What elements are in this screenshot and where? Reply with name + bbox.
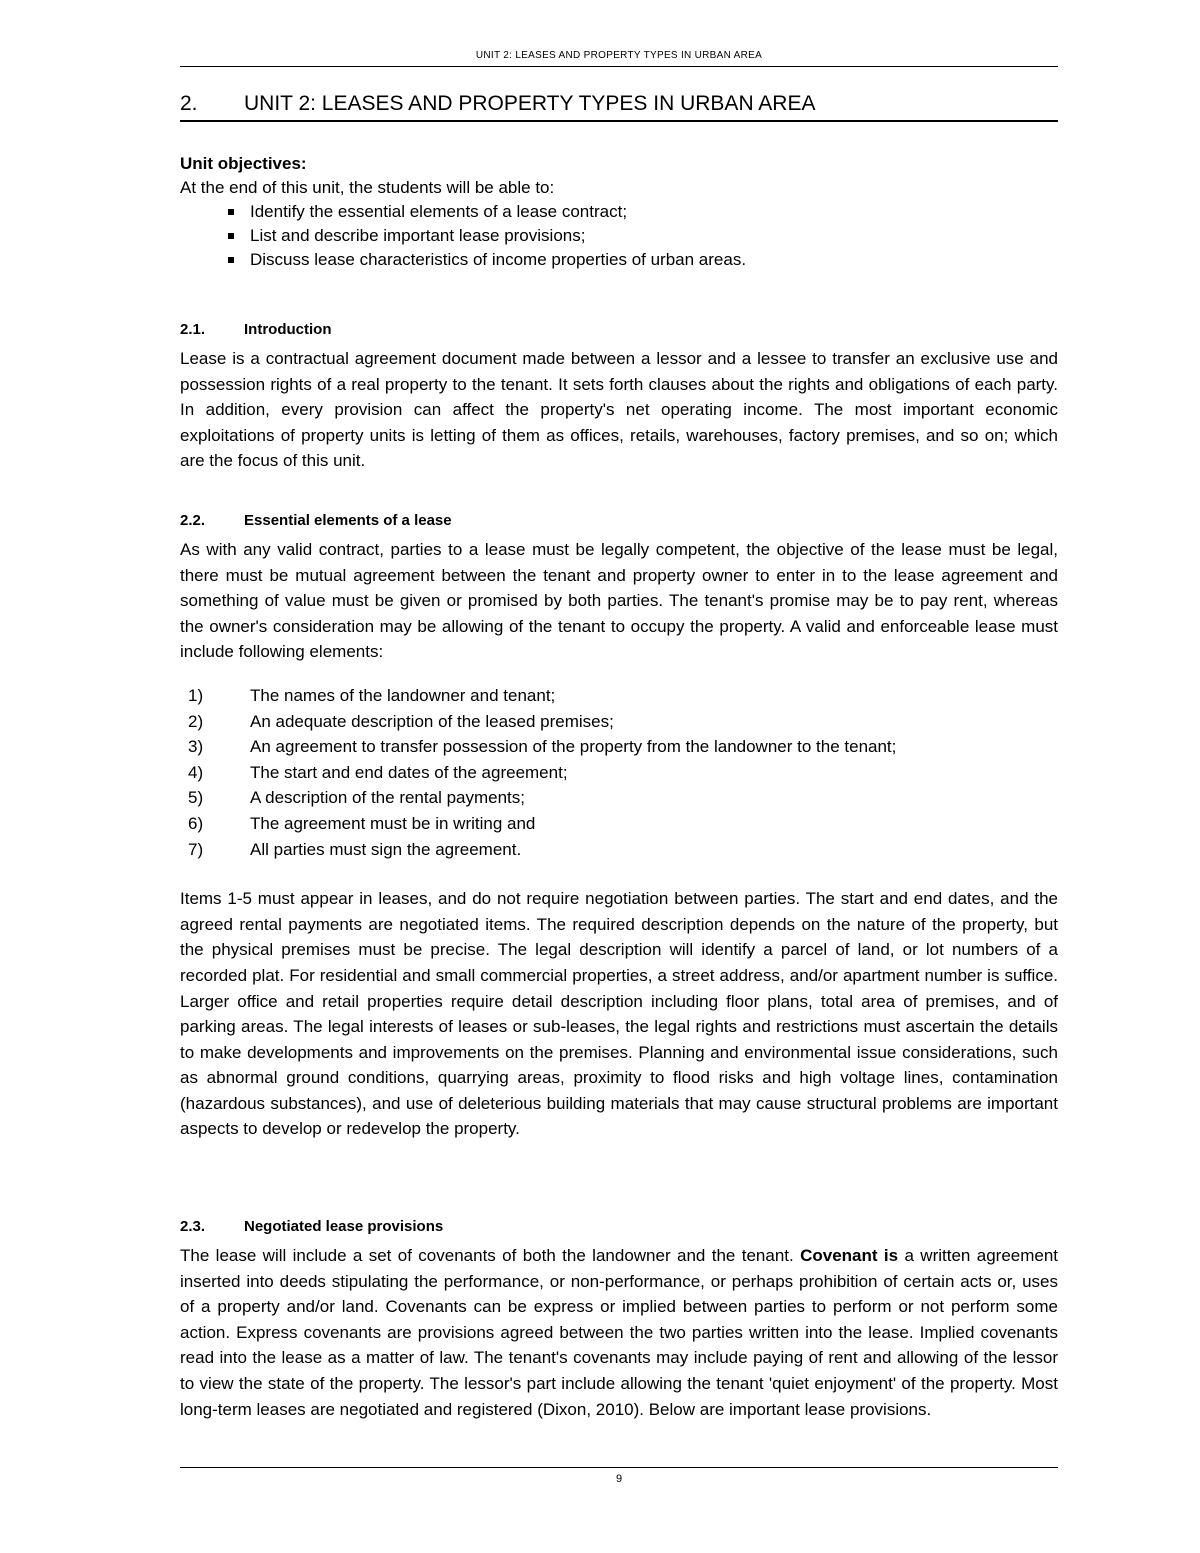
footer-rule <box>180 1467 1058 1468</box>
section-2-1 <box>180 321 1058 474</box>
unit-title <box>180 92 1058 122</box>
header-rule <box>180 66 1058 67</box>
covenant-term: Covenant is <box>800 1246 899 1265</box>
bullet-square-icon <box>228 233 234 239</box>
section-2-2 <box>180 512 1058 1142</box>
bullet-square-icon <box>228 209 234 215</box>
list-item: 1) The names of the landowner and tenant; <box>188 685 556 705</box>
list-item: 4) The start and end dates of the agreement; <box>188 762 568 782</box>
list-item: 7) All parties must sign the agreement. <box>188 839 522 859</box>
page-number: 9 <box>615 1473 623 1485</box>
section-heading: 2.2. Essential elements of a lease <box>180 512 452 529</box>
section-heading: 2.1. Introduction <box>180 321 332 338</box>
objectives-list <box>180 200 1058 272</box>
unit-number: 2. <box>180 92 198 115</box>
bullet-square-icon <box>228 257 234 263</box>
objectives-heading: Unit objectives: <box>180 154 307 173</box>
section-paragraph-2: Items 1-5 must appear in leases, and do not require negotiation between parties. The start and end dates, and the agreed rental payments are negotiated items. The required description depends on the nature of the property, but the physical premises must be precise. The legal description will identify a parcel of land, or lot numbers of a recorded plat. For residential and small commercial properties, a street address, and/or apartment number is suffice. Larger office and retail properties require detail description including floor plans, total area of premises, and of parking areas. The legal interests of leases or sub-leases, the legal rights and restrictions must ascertain the details to make developments and improvements on the premises. Planning and environmental issue considerations, such as abnormal ground conditions, quarrying areas, proximity to flood risks and high voltage lines, contamination (hazardous substances), and use of deleterious building materials that may cause structural problems are important aspects to develop or redevelop the property. <box>180 889 1058 1139</box>
section-paragraph: The lease will include a set of covenants of both the landowner and the tenant. Covenant is a written agreement inserted into deeds stipulating the performance, or non-performance, or perhaps prohibition of certain acts or, uses of a property and/or land. Covenants can be express or implied between parties to perform or not perform some action. Express covenants are provisions agreed between the two parties written into the lease. Implied covenants read into the lease as a matter of law. The tenant's covenants may include paying of rent and allowing of the lessor to view the state of the property. The lessor's part include allowing the tenant 'quiet enjoyment' of the property. Most long-term leases are negotiated and registered (Dixon, 2010). Below are important lease provisions. <box>180 1246 1059 1419</box>
running-header: UNIT 2: LEASES AND PROPERTY TYPES IN URBAN AREA <box>475 50 763 61</box>
objective-item: Identify the essential elements of a lease contract; <box>180 200 1058 224</box>
section-paragraph: Lease is a contractual agreement document made between a lessor and a lessee to transfer an exclusive use and possession rights of a real property to the tenant. It sets forth clauses about the rights and obligations of each party. In addition, every provision can affect the property's net operating income. The most important economic exploitations of property units is letting of them as offices, retails, warehouses, factory premises, and so on; which are the focus of this unit. <box>180 349 1058 471</box>
list-item: 6) The agreement must be in writing and <box>188 813 536 833</box>
objectives-block <box>180 154 1058 272</box>
objective-item: List and describe important lease provisions; <box>180 224 1058 248</box>
list-item: 2) An adequate description of the leased premises; <box>188 711 614 731</box>
objectives-intro: At the end of this unit, the students will be able to: <box>180 178 555 197</box>
unit-title-text: UNIT 2: LEASES AND PROPERTY TYPES IN URBAN AREA <box>244 92 816 115</box>
section-2-3 <box>180 1218 1058 1422</box>
objective-item: Discuss lease characteristics of income properties of urban areas. <box>180 248 1058 272</box>
list-item: 3) An agreement to transfer possession of the property from the landowner to the tenant; <box>188 737 897 757</box>
section-paragraph: As with any valid contract, parties to a lease must be legally competent, the objective of the lease must be legal, there must be mutual agreement between the tenant and property owner to enter in to the lease agreement and something of value must be given or promised by both parties. The tenant's promise may be to pay rent, whereas the owner's consideration may be allowing of the tenant to occupy the property. A valid and enforceable lease must include following elements: <box>180 540 1058 662</box>
section-heading: 2.3. Negotiated lease provisions <box>180 1218 444 1235</box>
list-item: 5) A description of the rental payments; <box>188 788 525 808</box>
elements-list <box>180 683 1058 862</box>
